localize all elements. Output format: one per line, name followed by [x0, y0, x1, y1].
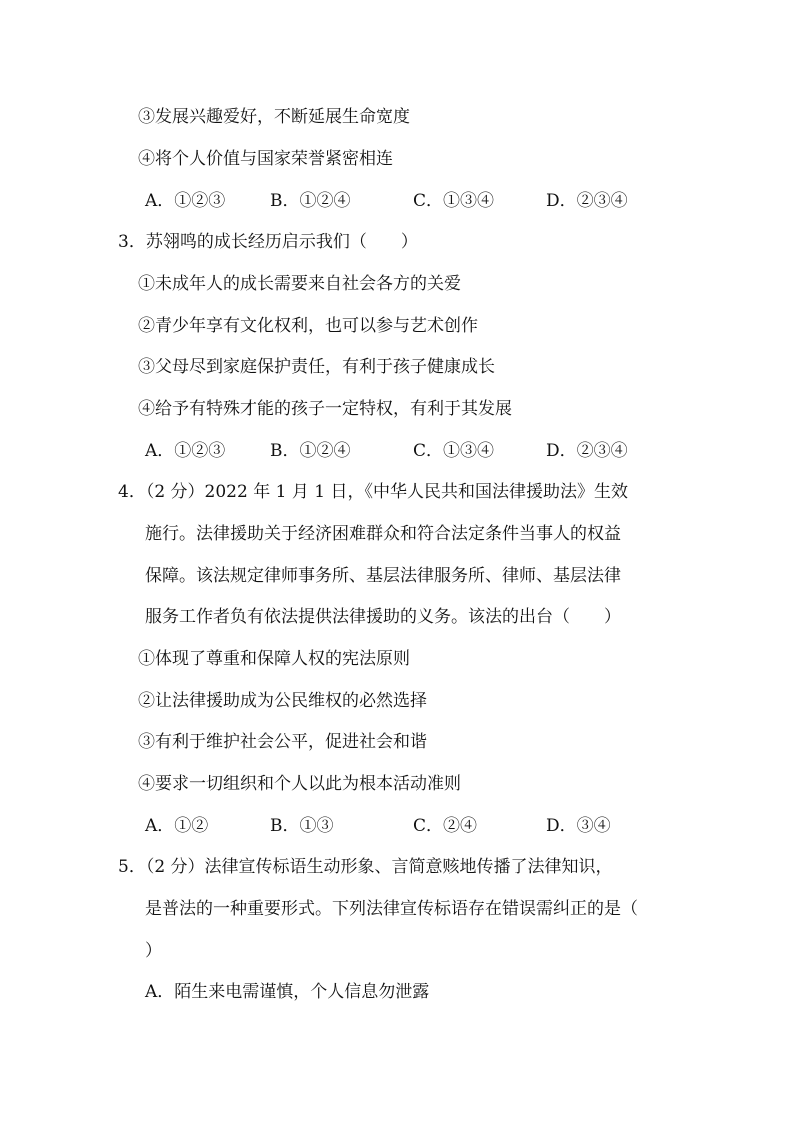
q2-statement-3: ③发展兴趣爱好，不断延展生命宽度 — [138, 107, 410, 127]
q4-stem-line-3: 保障。该法规定律师事务所、基层法律服务所、律师、基层法律 — [145, 566, 621, 586]
q4-option-d[interactable]: D．③④ — [546, 816, 611, 836]
q4-statement-1: ①体现了尊重和保障人权的宪法原则 — [138, 649, 410, 669]
q3-statement-4: ④给予有特殊才能的孩子一定特权，有利于其发展 — [138, 399, 512, 419]
q5-option-a[interactable]: A．陌生来电需谨慎，个人信息勿泄露 — [145, 982, 430, 1002]
q3-option-c[interactable]: C．①③④ — [413, 441, 495, 461]
q4-stem-line-1: 4．（2 分）2022 年 1 月 1 日，《中华人民共和国法律援助法》生效 — [118, 482, 628, 502]
q4-options — [145, 814, 705, 838]
q4-statement-3: ③有利于维护社会公平，促进社会和谐 — [138, 732, 427, 752]
q3-option-b[interactable]: B．①②④ — [270, 441, 351, 461]
q4-stem-line-2: 施行。法律援助关于经济困难群众和符合法定条件当事人的权益 — [145, 524, 621, 544]
q5-stem-line-3: ） — [145, 941, 162, 961]
q2-option-d[interactable]: D．②③④ — [546, 191, 628, 211]
q2-option-c[interactable]: C．①③④ — [413, 191, 495, 211]
q2-option-b[interactable]: B．①②④ — [270, 191, 351, 211]
q3-statement-1: ①未成年人的成长需要来自社会各方的关爱 — [138, 274, 461, 294]
q5-stem-line-2: 是普法的一种重要形式。下列法律宣传标语存在错误需纠正的是（ — [145, 899, 638, 919]
q2-statement-4: ④将个人价值与国家荣誉紧密相连 — [138, 149, 393, 169]
q4-option-c[interactable]: C．②④ — [413, 816, 478, 836]
q3-statement-2: ②青少年享有文化权利，也可以参与艺术创作 — [138, 316, 478, 336]
q3-stem: 3．苏翎鸣的成长经历启示我们（ ） — [118, 232, 418, 252]
q4-option-b[interactable]: B．①③ — [270, 816, 334, 836]
q3-option-a[interactable]: A．①②③ — [145, 441, 226, 461]
q4-statement-4: ④要求一切组织和个人以此为根本活动准则 — [138, 774, 461, 794]
q3-option-d[interactable]: D．②③④ — [546, 441, 628, 461]
q2-options — [145, 189, 705, 213]
q3-statement-3: ③父母尽到家庭保护责任，有利于孩子健康成长 — [138, 357, 495, 377]
q4-statement-2: ②让法律援助成为公民维权的必然选择 — [138, 691, 427, 711]
q2-option-a[interactable]: A．①②③ — [145, 191, 226, 211]
q5-stem-line-1: 5．（2 分）法律宣传标语生动形象、言简意赅地传播了法律知识， — [118, 857, 613, 877]
q4-stem-line-4: 服务工作者负有依法提供法律援助的义务。该法的出台（ ） — [145, 607, 621, 627]
q4-option-a[interactable]: A．①② — [145, 816, 209, 836]
q3-options — [145, 439, 705, 463]
